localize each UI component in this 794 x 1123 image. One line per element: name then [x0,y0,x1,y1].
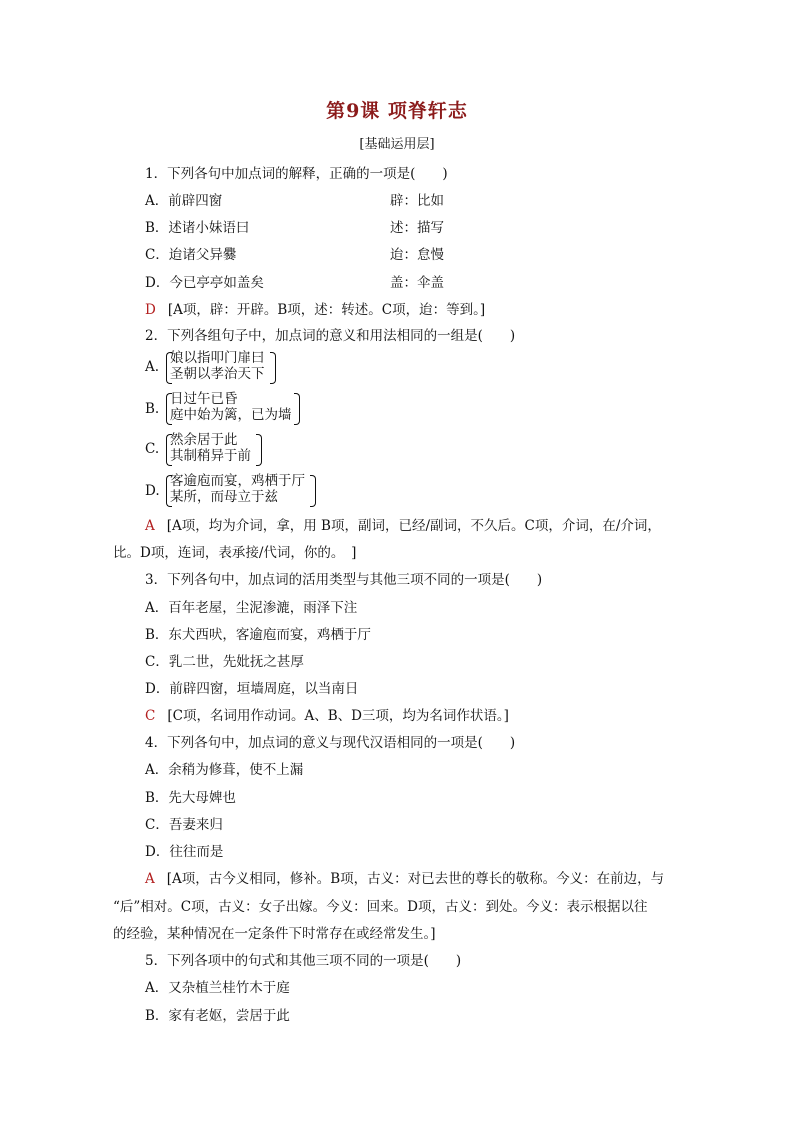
q1-gloss-b: 述：描写 [390,220,444,236]
q4-answer-note [145,867,664,887]
q2-option-c [166,432,262,466]
q2-note-line2: 比。D项，连词，表承接/代词，你的。 ] [113,545,357,561]
q2-option-a-line2: 圣朝以孝治天下 [170,366,265,382]
q3-option-c: C．乳二世，先妣抚之甚厚 [145,654,304,670]
q1-note: [A项，辟：开辟。B项，述：转述。C项，迨：等到。] [167,302,486,318]
q2-option-b-line1: 日过午已昏 [170,391,238,407]
q2-option-a [166,350,276,384]
q2-option-b-label: B. [145,401,160,417]
q5-stem: 5．下列各项中的句式和其他三项不同的一项是( ) [145,953,462,969]
q2-option-c-line1: 然余居于此 [170,432,238,448]
q2-note-line1: [A项，均为介词，拿，用 B项，副词，已经/副词，不久后。C项，介词，在/介词， [166,518,661,534]
q3-stem: 3．下列各句中，加点词的活用类型与其他三项不同的一项是( ) [145,572,543,588]
q1-answer-note [145,298,485,318]
q1-answer: D [145,302,156,318]
q4-option-b: B．先大母婢也 [145,790,236,806]
q3-option-b: B．东犬西吠，客逾庖而宴，鸡栖于厅 [145,627,371,643]
q5-option-a: A．又杂植兰桂竹木于庭 [145,980,290,996]
q2-option-c-label: C. [145,441,160,457]
q2-option-d [166,473,316,507]
q1-option-a: A．前辟四窗 [145,193,223,209]
page-title: 第9课 项脊轩志 [326,100,468,122]
section-heading: [基础运用层] [359,137,435,152]
q3-answer: C [145,708,156,724]
q4-note-line3: 的经验，某种情况在一定条件下时常存在或经常发生。] [113,926,436,942]
q1-gloss-c: 迨：怠慢 [390,247,444,263]
q2-option-d-line1: 客逾庖而宴，鸡栖于厅 [170,473,305,489]
q1-gloss-d: 盖：伞盖 [390,275,444,291]
q1-option-b: B．述诸小妹语曰 [145,220,250,236]
q4-stem: 4．下列各句中，加点词的意义与现代汉语相同的一项是( ) [145,735,516,751]
q2-option-d-label: D. [145,483,160,499]
q1-stem: 1．下列各句中加点词的解释，正确的一项是( ) [145,166,448,182]
q4-option-d: D．往往而是 [145,844,224,860]
q3-option-d: D．前辟四窗，垣墙周庭，以当南日 [145,681,359,697]
q4-answer: A [145,871,155,887]
q3-note: [C项，名词用作动词。A、B、D三项，均为名词作状语。] [167,708,509,724]
q1-gloss-a: 辟：比如 [390,193,444,209]
q4-note-line2: “后”相对。C项，古义：女子出嫁。今义：回来。D项，古义：到处。今义：表示根据以往 [113,899,648,915]
q2-option-a-line1: 娘以指叩门扉曰 [170,350,265,366]
q2-option-d-line2: 某所，而母立于兹 [170,489,278,505]
q2-answer: A [145,518,155,534]
q2-option-b [166,391,300,425]
q3-option-a: A．百年老屋，尘泥渗漉，雨泽下注 [145,600,358,616]
q4-option-c: C．吾妻来归 [145,817,223,833]
q2-option-c-line2: 其制稍异于前 [170,448,251,464]
q4-option-a: A．余稍为修葺，使不上漏 [145,762,304,778]
q2-answer-note [145,514,661,534]
q1-option-c: C．迨诸父异爨 [145,247,237,263]
q3-answer-note [145,704,509,724]
q2-option-a-label: A. [145,359,160,375]
q1-option-d: D．今已亭亭如盖矣 [145,275,264,291]
q2-option-b-line2: 庭中始为篱，已为墙 [170,407,292,423]
q5-option-b: B．家有老妪，尝居于此 [145,1008,290,1024]
q2-stem: 2．下列各组句子中，加点词的意义和用法相同的一组是( ) [145,328,516,344]
q4-note-line1: [A项，古今义相同，修补。B项，古义：对已去世的尊长的敬称。今义：在前边，与 [166,871,665,887]
